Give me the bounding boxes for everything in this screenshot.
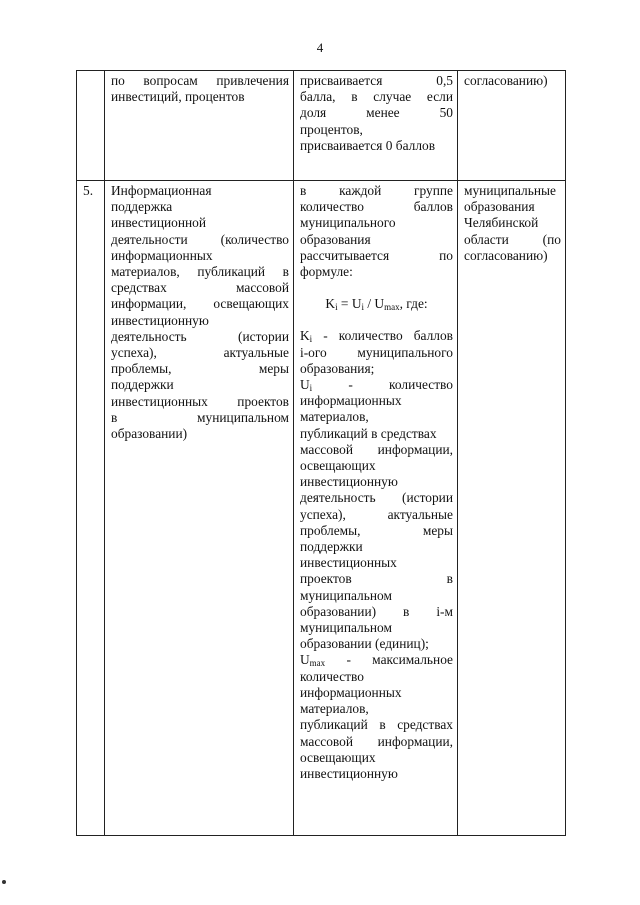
text-line: инвестиционную (300, 765, 398, 781)
text-line: инвестиционную (111, 312, 209, 328)
text-line: деятельность (истории (111, 328, 289, 344)
row4-number-cell (77, 71, 105, 181)
text-line: инвестиционных проектов (111, 393, 289, 409)
criteria-table (76, 70, 566, 836)
text-line: освещающих (300, 458, 376, 474)
text-line: информационных (111, 247, 213, 263)
text-line: Информационная (111, 183, 212, 198)
text-line: образовании (единиц); (300, 636, 429, 652)
text-line: муниципальном (300, 620, 392, 636)
text-line: успеха), актуальные (300, 506, 453, 522)
text-line: инвестиционной (111, 215, 207, 231)
text-line: количество (300, 668, 364, 684)
row4-method-cell (294, 71, 458, 181)
row4-criterion-cell (105, 71, 294, 181)
text-line: присваивается 0,5 (300, 73, 453, 88)
text-line: в каждой группе (300, 183, 453, 198)
text-line: образования; (300, 360, 375, 376)
definition-umax: $U_{max}$ - максимальное (300, 652, 453, 669)
text-line: успеха), актуальные (111, 345, 289, 361)
text-line: формуле: (300, 264, 353, 280)
text-line: публикаций в средствах (300, 717, 453, 733)
text-line: информационных (300, 684, 402, 700)
text-line: муниципальном (300, 587, 392, 603)
text-line: материалов, (300, 701, 369, 717)
text-line: образовании) в i-м (300, 603, 453, 619)
definition-ui: $U_i$ - количество (300, 377, 453, 394)
text-line: области (по (464, 231, 561, 247)
text-line: i-ого муниципального (300, 344, 453, 360)
text-line: рассчитывается по (300, 247, 453, 263)
definition-ki: $K_i$ - количество баллов (300, 328, 453, 345)
text-line: образовании) (111, 426, 188, 442)
text-line: инвестиционных (300, 555, 397, 571)
text-line: проблемы, меры (111, 361, 289, 377)
text-line: массовой информации, (300, 441, 453, 457)
text-line: образования (464, 199, 535, 215)
text-line: проблемы, меры (300, 522, 453, 538)
text-line: средствах массовой (111, 280, 289, 296)
text-line: поддержки (300, 539, 363, 555)
text-line: доля менее 50 (300, 105, 453, 121)
text-line: материалов, публикаций в (111, 264, 289, 280)
text-line: инвестиционную (300, 474, 398, 490)
text-line: Челябинской (464, 215, 539, 231)
row5-method-cell (294, 181, 458, 836)
text-line: количество баллов (300, 199, 453, 215)
text-line: деятельность (истории (300, 490, 453, 506)
text-line: балла, в случае если (300, 89, 453, 105)
text-line: поддержки (111, 377, 174, 393)
row5-criterion-cell (105, 181, 294, 836)
text-line: деятельности (количество (111, 231, 289, 247)
text-line: проектов в (300, 571, 453, 587)
text-line: инвестиций, процентов (111, 89, 245, 105)
row5-source-cell (458, 181, 566, 836)
text-line: в муниципальном (111, 409, 289, 425)
page-number: 4 (316, 40, 324, 55)
text-line: согласованию) (464, 73, 548, 88)
text-line: освещающих (300, 749, 376, 765)
text-line: муниципального (300, 215, 396, 231)
text-line: присваивается 0 баллов (300, 137, 436, 153)
text-line: информации, освещающих (111, 296, 289, 312)
text-line: образования (300, 231, 371, 247)
table-row-4-continued (77, 71, 566, 181)
formula: $K_i = U_i / U_{max}$, где: (325, 296, 428, 313)
text-line: поддержка (111, 199, 173, 215)
text-line: по вопросам привлечения (111, 73, 289, 88)
row5-number-cell: 5. (77, 181, 105, 836)
table-row-5 (77, 181, 566, 836)
text-line: массовой информации, (300, 733, 453, 749)
text-line: материалов, (300, 409, 369, 425)
scan-speck (2, 880, 6, 884)
text-line: публикаций в средствах (300, 425, 437, 441)
text-line: процентов, (300, 121, 363, 137)
text-line: муниципальные (464, 183, 556, 198)
text-line: информационных (300, 393, 402, 409)
row4-source-cell (458, 71, 566, 181)
text-line: согласованию) (464, 247, 548, 263)
